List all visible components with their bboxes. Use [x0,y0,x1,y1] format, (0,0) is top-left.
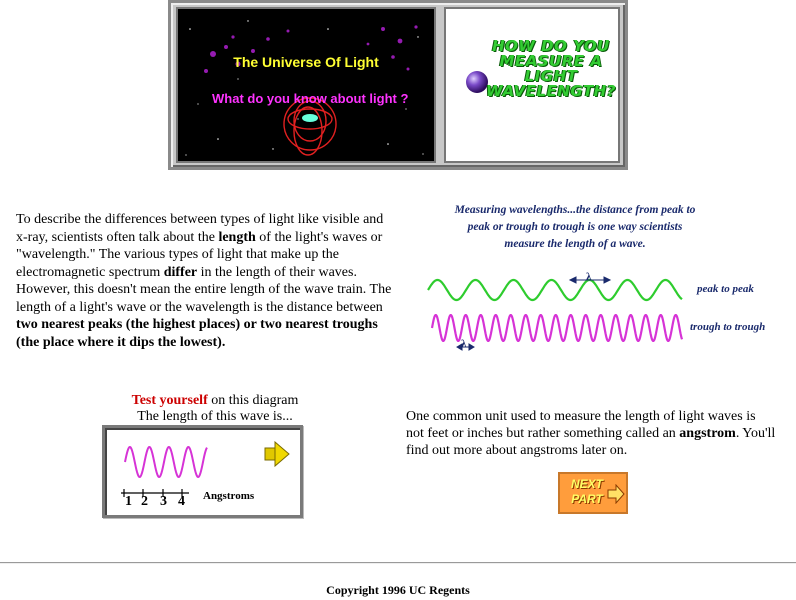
peak-to-peak-label: peak to peak [697,283,754,295]
trough-to-trough-label: trough to trough [690,321,766,333]
tick-4: 4 [178,494,185,509]
footer-divider [0,562,796,564]
diagram-caption: Measuring wavelengths...the distance from peak to peak or trough to trough is one way scientists measure the length of a wave. [454,204,696,250]
universe-title: The Universe Of Light [233,54,379,70]
angstrom-bold: angstrom [679,426,736,441]
tick-1: 1 [125,494,132,509]
quiz-wave [125,447,207,477]
next-part-button[interactable] [558,472,628,514]
how-do-title: HOW DO YOU MEASURE A LIGHT WAVELENGTH? [486,37,616,100]
intro-text-3: in the length of their waves. However, this doesn't mean the entire length of the wave train. The length of a light's wave or the wavelength is the distance between [16,264,392,315]
next-label-line2: PART [571,492,603,506]
space-nebula-graphic [178,9,434,161]
how-do-you-measure-image [444,7,620,163]
universe-of-light-image [176,7,436,163]
trough-arrow-right [469,344,474,350]
intro-paragraph [16,211,394,351]
next-label-line1: NEXT [570,477,603,491]
intro-bold-peaks: two nearest peaks (the highest places) or two nearest troughs (the place where it dips the lowest). [16,317,378,350]
test-yourself-link[interactable]: Test yourself [131,393,208,408]
test-yourself-rest: on this diagram [207,393,299,408]
intro-bold-length: length [218,229,256,245]
tick-2: 2 [141,494,148,509]
wavelength-diagram [420,198,780,358]
magenta-wave [432,315,682,341]
quiz-diagram[interactable] [102,425,303,518]
tick-3: 3 [160,494,167,509]
angstroms-unit-label: Angstroms [203,490,255,502]
test-yourself-heading [100,393,330,409]
intro-text-1: To describe the differences between types of light like visible and x-ray, scientists often talk about the [16,212,384,245]
next-arrow-icon [606,484,626,504]
peak-lambda: λ [586,271,592,283]
angstrom-text-2: . You'll find out more about angstroms later on. [406,426,776,458]
next-arrow-icon [265,442,289,466]
trough-lambda: λ [461,338,467,350]
intro-text-2: of the light's waves or "wavelength." The various types of light that make up the electromagnetic spectrum [16,229,383,280]
angstrom-paragraph [406,408,776,459]
next-part-label [564,477,610,507]
universe-subtitle: What do you know about light ? [212,91,409,106]
test-question: The length of this wave is... [137,409,293,424]
waves-graphic [420,198,780,358]
intro-bold-differ: differ [163,264,198,280]
peak-arrow-right [604,277,610,283]
angstrom-text-1: One common unit used to measure the length of light waves is not feet or inches but rather something called an [406,409,756,441]
copyright: Copyright 1996 UC Regents [326,583,470,597]
green-wave [428,280,682,300]
peak-arrow-left [570,277,576,283]
